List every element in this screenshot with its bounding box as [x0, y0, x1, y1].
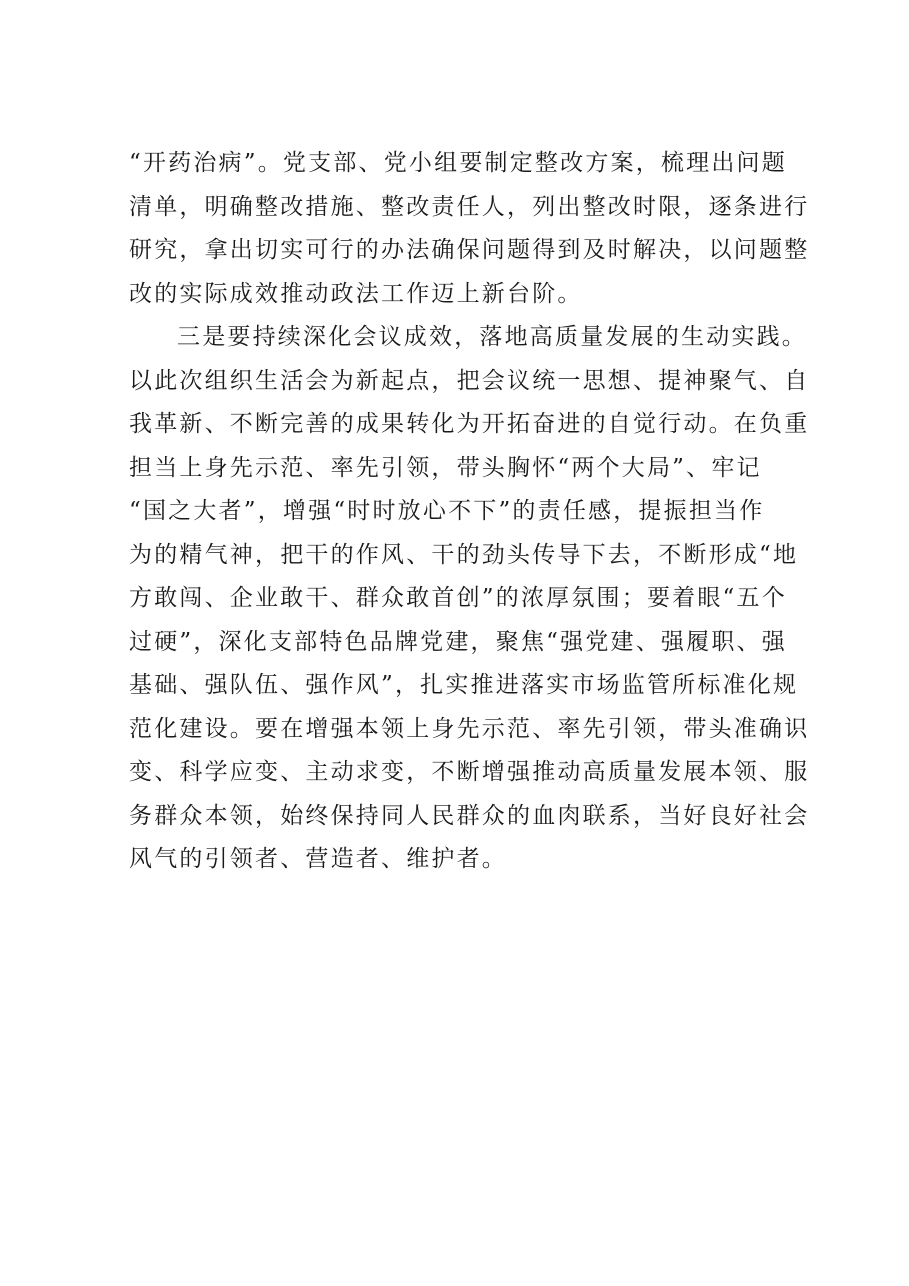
paragraph-2-line-7: 方敢闯、企业敢干、群众敢首创”的浓厚氛围；要着眼“五个 [129, 585, 787, 611]
paragraph-2-line-6: 为的精气神，把干的作风、干的劲头传导下去，不断形成“地 [129, 541, 799, 568]
paragraph-1-line-2: 清单，明确整改措施、整改责任人，列出整改时限，逐条进行 [129, 193, 810, 220]
document-body [129, 142, 810, 882]
paragraph-2-line-11: 变、科学应变、主动求变，不断增强推动高质量发展本领、服 [129, 759, 810, 785]
paragraph-2-line-13: 风气的引领者、营造者、维护者。 [129, 846, 507, 872]
paragraph-2-line-4: 担当上身先示范、率先引领，带头胸怀“两个大局”、牢记 [129, 454, 762, 481]
paragraph-2-line-3: 我革新、不断完善的成果转化为开拓奋进的自觉行动。在负重 [129, 411, 810, 437]
paragraph-2-line-12: 务群众本领，始终保持同人民群众的血肉联系，当好良好社会 [129, 802, 810, 829]
paragraph-2-line-1: 三是要持续深化会议成效，落地高质量发展的生动实践。 [177, 324, 807, 350]
paragraph-2-line-10: 范化建设。要在增强本领上身先示范、率先引领，带头准确识 [129, 715, 810, 742]
paragraph-1-line-3: 研究，拿出切实可行的办法确保问题得到及时解决，以问题整 [129, 237, 810, 263]
paragraph-2-line-2: 以此次组织生活会为新起点，把会议统一思想、提神聚气、自 [129, 367, 810, 394]
paragraph-2-line-9: 基础、强队伍、强作风”，扎实推进落实市场监管所标准化规 [129, 672, 799, 698]
paragraph-1-line-4: 改的实际成效推动政法工作迈上新台阶。 [129, 280, 583, 307]
paragraph-1-line-1: “开药治病”。党支部、党小组要制定整改方案，梳理出问题 [129, 150, 787, 176]
paragraph-2-line-8: 过硬”，深化支部特色品牌党建，聚焦“强党建、强履职、强 [129, 628, 787, 655]
paragraph-2-line-5: “国之大者”，增强“时时放心不下”的责任感，提振担当作 [129, 498, 765, 524]
